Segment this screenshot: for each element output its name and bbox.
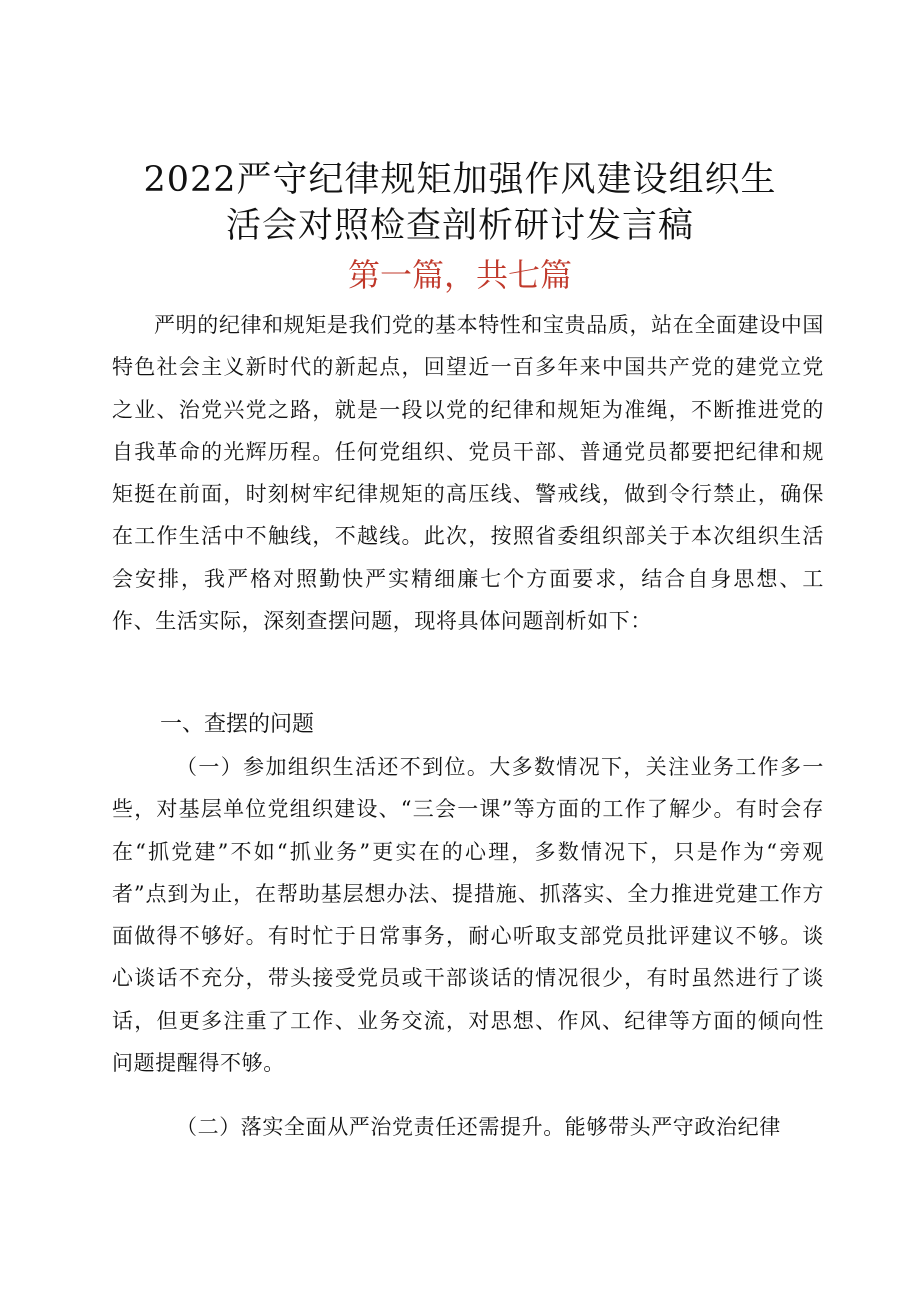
- section-heading: 一、查摆的问题: [160, 712, 315, 737]
- intro-paragraph: 严明的纪律和规矩是我们党的基本特性和宝贵品质，站在全面建设中国特色社会主义新时代的新起点，回望近一百多年来中国共产党的建党立党之业、治党兴党之路，就是一段以党的纪律和规矩为准绳，不断推进党的自我革命的光辉历程。任何党组织、党员干部、普通党员都要把纪律和规矩挺在前面，时刻树牢纪律规矩的高压线、警戒线，做到令行禁止，确保在工作生活中不触线，不越线。此次，按照省委组织部关于本次组织生活会安排，我严格对照勤快严实精细廉七个方面要求，结合自身思想、工作、生活实际，深刻查摆问题，现将具体问题剖析如下：: [112, 313, 824, 634]
- document-subtitle: 第一篇，共七篇: [347, 256, 572, 294]
- document-title-line-2: 活会对照检查剖析研讨发言稿: [225, 206, 694, 246]
- document-title-line-1: 2022严守纪律规矩加强作风建设组织生: [143, 160, 777, 200]
- item-2-paragraph: （二）落实全面从严治党责任还需提升。能够带头严守政治纪律: [176, 1115, 781, 1139]
- item-1-paragraph: （一）参加组织生活还不到位。大多数情况下，关注业务工作多一些，对基层单位党组织建设、“三会一课”等方面的工作了解少。有时会存在“抓党建”不如“抓业务”更实在的心理，多数情况下，只是作为“旁观者”点到为止，在帮助基层想办法、提措施、抓落实、全力推进党建工作方面做得不够好。有时忙于日常事务，耐心听取支部党员批评建议不够。谈心谈话不充分，带头接受党员或干部谈话的情况很少，有时虽然进行了谈话，但更多注重了工作、业务交流，对思想、作风、纪律等方面的倾向性问题提醒得不够。: [112, 755, 824, 1076]
